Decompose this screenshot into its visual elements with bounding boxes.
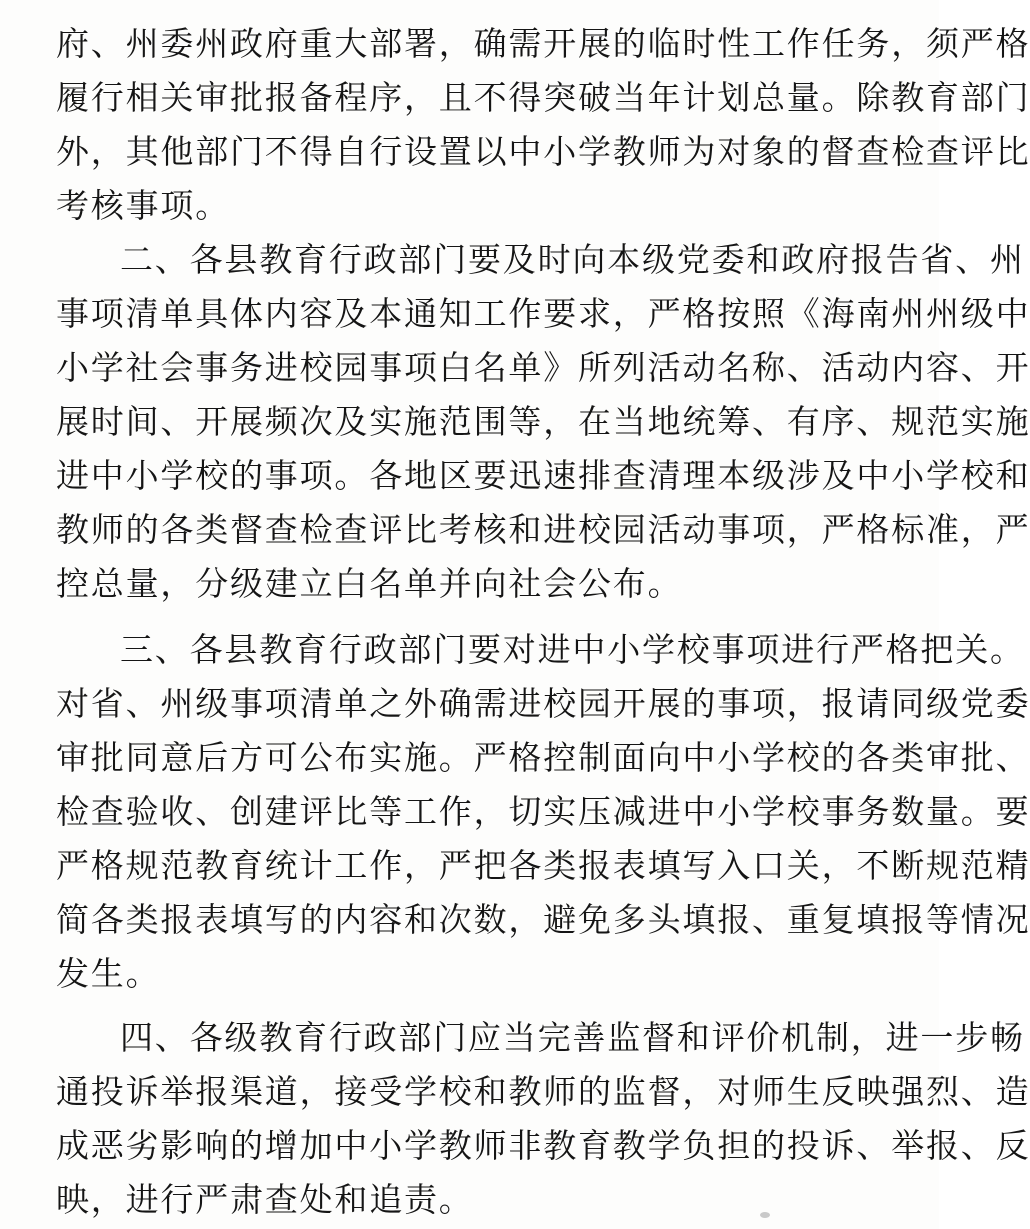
text-line-9: 进中小学校的事项。各地区要迅速排查清理本级涉及中小学校和 <box>56 456 1030 495</box>
text-line-18: 发生。 <box>56 954 161 993</box>
paragraph-4-first-line: 四、各级教育行政部门应当完善监督和评价机制，进一步畅 <box>120 1018 1025 1057</box>
text-line-20: 通投诉举报渠道，接受学校和教师的监督，对师生反映强烈、造 <box>56 1072 1030 1111</box>
text-line-4: 考核事项。 <box>56 186 230 225</box>
scan-speck <box>760 1212 770 1218</box>
text-line-13: 对省、州级事项清单之外确需进校园开展的事项，报请同级党委 <box>56 684 1030 723</box>
paragraph-2-first-line: 二、各县教育行政部门要及时向本级党委和政府报告省、州 <box>120 240 1025 279</box>
text-line-11: 控总量，分级建立白名单并向社会公布。 <box>56 564 683 603</box>
paragraph-3-first-line: 三、各县教育行政部门要对进中小学校事项进行严格把关。 <box>120 630 1025 669</box>
text-line-14: 审批同意后方可公布实施。严格控制面向中小学校的各类审批、 <box>56 738 1030 777</box>
text-line-8: 展时间、开展频次及实施范围等，在当地统筹、有序、规范实施 <box>56 402 1030 441</box>
text-line-6: 事项清单具体内容及本通知工作要求，严格按照《海南州州级中 <box>56 294 1030 333</box>
text-line-16: 严格规范教育统计工作，严把各类报表填写入口关，不断规范精 <box>56 846 1030 885</box>
text-line-21: 成恶劣影响的增加中小学教师非教育教学负担的投诉、举报、反 <box>56 1126 1030 1165</box>
text-line-2: 履行相关审批报备程序，且不得突破当年计划总量。除教育部门 <box>56 78 1030 117</box>
text-line-1: 府、州委州政府重大部署，确需开展的临时性工作任务，须严格 <box>56 24 1030 63</box>
text-line-7: 小学社会事务进校园事项白名单》所列活动名称、活动内容、开 <box>56 348 1030 387</box>
text-line-22: 映，进行严肃查处和追责。 <box>56 1180 474 1219</box>
text-line-10: 教师的各类督查检查评比考核和进校园活动事项，严格标准，严 <box>56 510 1030 549</box>
text-line-17: 简各类报表填写的内容和次数，避免多头填报、重复填报等情况 <box>56 900 1030 939</box>
text-line-15: 检查验收、创建评比等工作，切实压减进中小学校事务数量。要 <box>56 792 1030 831</box>
text-line-3: 外，其他部门不得自行设置以中小学教师为对象的督查检查评比 <box>56 132 1030 171</box>
